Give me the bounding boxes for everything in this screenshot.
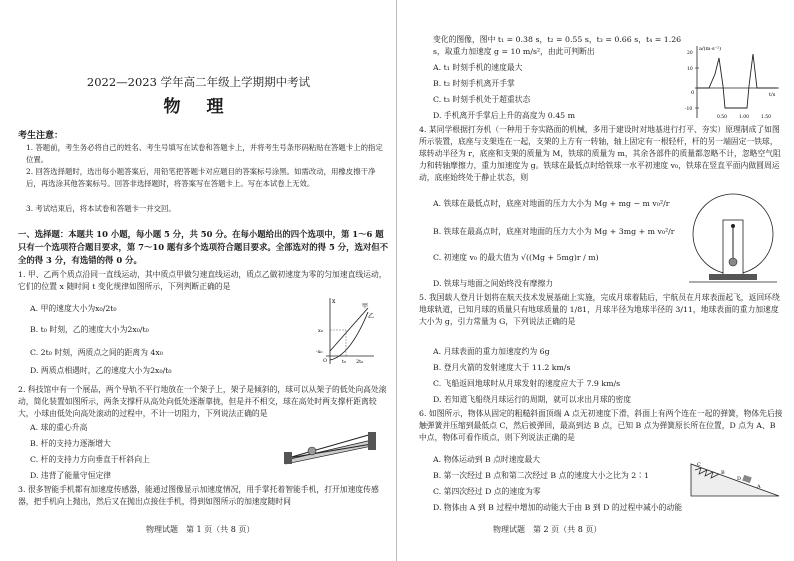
- notice-2: 2. 回答选择题时，选出每小题答案后，用铅笔把答题卡对应题目的答案标号涂黑。如需改动，用橡皮擦干净后，再选涂其他答案标号。回答非选择题时，将答案写在答题卡上。写在本试卷上无效。: [26, 167, 376, 188]
- footer-page-1: 物理试题 第 1 页（共 8 页）: [146, 525, 255, 534]
- q4-option-b: B. 铁球在最高点时，底座对地面的压力大小为 Mg + 3mg + m v₀²/r: [433, 227, 675, 236]
- q1-fig-label-neg-x0: -x₀: [316, 349, 323, 355]
- q3-option-c: C. t₃ 时刻手机处于超重状态: [433, 95, 531, 104]
- q1-fig-label-o: O: [323, 358, 328, 364]
- subject-title: 物 理: [163, 97, 234, 117]
- q4-option-c: C. 初速度 v₀ 的最大值为 √((Mg + 5mg)r / m): [433, 253, 599, 262]
- q5-option-c: C. 飞船返回地球时从月球发射的速度应大于 7.9 km/s: [433, 379, 621, 388]
- q1-fig-label-t0: t₀: [342, 359, 347, 365]
- q3-fig-label-t: t/s: [769, 92, 776, 98]
- q1-stem: 1. 甲、乙两个质点沿同一直线运动，其中质点甲做匀速直线运动，质点乙做初速度为零的匀加速直线运动，它们的位置 x 随时间 t 变化规律如图所示，下列判断正确的是: [18, 270, 387, 291]
- q5-stem: 5. 我国载人登月计划将在航天技术发展基础上实施，完成月球着陆后，宇航员在月球表面起飞，返回环绕地球轨道，已知月球的质量只有地球质量的 1/81，月球半径为地球半径的 3/11，地球表面的重力加速度大小为 g，引力常量为 G，下列说法正确的是: [419, 293, 780, 326]
- q4-option-d: D. 铁球与地面之间始终没有摩擦力: [433, 279, 554, 288]
- q1-fig-label-x: x: [332, 298, 336, 305]
- q3-fig-label-20: 20: [687, 51, 693, 56]
- q2-option-c: C. 杆的支持力方向垂直于杆斜向上: [30, 455, 150, 464]
- q3-stem: 3. 很多智能手机都有加速度传感器，能通过图像显示加速度情况，用手掌托着智能手机，打开加速度传感器，把手机向上抛出，然后又在抛出点接住手机，得到如图所示的加速度随时间: [18, 485, 379, 506]
- q3-fig-label-a: a/(m·s⁻²): [699, 46, 722, 52]
- q4-stem: 4. 某同学根据打夯机（一种用于夯实路面的机械，多用于建设时对地基进行打平、夯实）原理制成了如图所示装置，底座与支架连在一起，支架的上方有一转轴，轴上固定有一根轻杆，杆的另一端固定一铁球，球转动半径为 r，底座和支架的质量为 M，铁球的质量为 m，其余各部件的质量都忽略不计，忽略空气阻力和转轴摩擦力，重力加速度为 g。铁球在最低点时给铁球一水平初速度 v₀，铁球在竖直平面内做圆周运动，底座始终处于静止状态，则: [419, 125, 781, 182]
- right-page: [397, 0, 794, 561]
- q2-option-a: A. 球的重心升高: [30, 423, 88, 432]
- q3-fig-label-10: 10: [687, 67, 693, 72]
- footer-page-2: 物理试题 第 2 页（共 8 页）: [493, 525, 602, 534]
- q5-option-d: D. 若知道飞船绕月球运行的周期，就可以求出月球的密度: [433, 395, 632, 404]
- q4-rammer-figure: [685, 190, 781, 288]
- q3-fig-label-0: 0: [691, 90, 695, 96]
- q4-option-a: A. 铁球在最低点时，底座对地面的压力大小为 Mg + mg − m v₀²/r: [433, 199, 670, 208]
- q1-fig-label-x0: x₀: [318, 328, 323, 334]
- q2-option-b: B. 杆的支持力逐渐增大: [30, 439, 111, 448]
- q1-option-b: B. t₀ 时刻，乙的速度大小为2x₀/t₀: [30, 325, 149, 334]
- section-title: 一、选择题：本题共 10 小题，每小题 5 分，共 50 分。在每小题给出的四个选项中，第 1～6 题只有一个选项符合题目要求，第 7～10 题有多个选项符合题目要求。全部选对的得 5 分，选对但不全的得 3 分，有选错的得 0 分。: [18, 229, 388, 265]
- q1-option-c: C. 2t₀ 时刻，两质点之间的距离为 4x₀: [30, 348, 163, 357]
- q5-option-b: B. 登月火箭的发射速度大于 11.2 km/s: [433, 363, 571, 372]
- q3-option-d: D. 手机离开手掌后上升的高度为 0.45 m: [433, 111, 575, 120]
- q1-fig-label-2t0: 2t₀: [356, 359, 364, 365]
- notice-heading: 考生注意：: [18, 131, 64, 141]
- q1-xt-graph: [316, 296, 376, 366]
- q3-fig-label-100: 1.00: [739, 115, 750, 120]
- q6-option-a: A. 物体运动到 B 点时速度最大: [433, 455, 541, 464]
- q6-fig-label-c: C: [697, 462, 701, 468]
- q3-fig-label-neg10: -10: [685, 107, 693, 112]
- notice-3: 3. 考试结束后，将本试卷和答题卡一并交回。: [26, 204, 176, 213]
- q2-option-d: D. 违背了能量守恒定律: [30, 471, 112, 480]
- q2-incline-rails-figure: [282, 426, 378, 466]
- q3-option-a: A. t₁ 时刻手机的速度最大: [433, 63, 523, 72]
- q6-fig-label-d: D: [737, 476, 742, 482]
- q3-fig-label-050: 0.50: [717, 115, 728, 120]
- q6-option-b: B. 第一次经过 B 点和第二次经过 B 点的速度大小之比为 2∶1: [433, 471, 649, 480]
- q2-stem: 2. 科技馆中有一个展品，两个导轨不平行地放在一个架子上，架子是倾斜的，球可以从架子的低处向高处滚动，简化装置如图所示，两条支撑杆从高处向低处逐渐靠拢，但是并不相交，球在高处时两支撑杆距离较大，小球由低处向高处滚动的过程中，不计一切阻力，下列说法正确的是: [18, 385, 387, 418]
- q3-continued: 变化的图像，图中 t₁ = 0.38 s，t₂ = 0.55 s，t₃ = 0.66 s，t₄ = 1.26 s，取重力加速度 g = 10 m/s²，由此可判断出: [433, 35, 682, 56]
- q1-fig-label-yi: 乙: [368, 313, 375, 320]
- q1-option-d: D. 两质点相遇时，乙的速度大小为2x₀/t₀: [30, 366, 172, 375]
- q1-option-a: A. 甲的速度大小为x₀/2t₀: [30, 304, 117, 313]
- q6-fig-label-a: A: [757, 484, 761, 490]
- q6-option-d: D. 物体由 A 到 B 过程中增加的动能大于由 B 到 D 的过程中减小的动能: [433, 503, 683, 512]
- notice-1: 1. 答题前，考生务必将自己的姓名、考生号填写在试卷和答题卡上，并将考生号条形码粘贴在答题卡上的指定位置。: [26, 143, 383, 164]
- q6-option-c: C. 第四次经过 D 点的速度为零: [433, 487, 541, 496]
- q3-acceleration-graph: [685, 44, 781, 120]
- q6-fig-label-b: B: [721, 470, 725, 476]
- q6-incline-spring-figure: [687, 446, 783, 500]
- q6-stem: 6. 如图所示，物体从固定的粗糙斜面顶端 A 点无初速度下滑，斜面上有两个连在一起的弹簧，物体先后接触弹簧并压缩到最低点 C，然后被弹回，最高到达 B 点，已知 B 点为弹簧原长所在位置，D 点为 A、B 中点，物体可看作质点，则下列说法正确的是: [419, 409, 783, 442]
- exam-title: 2022—2023 学年高二年级上学期期中考试: [86, 75, 311, 89]
- q3-fig-label-150: 1.50: [761, 115, 772, 120]
- q5-option-a: A. 月球表面的重力加速度约为 6g: [433, 347, 550, 356]
- q1-fig-label-jia: 甲: [362, 303, 369, 310]
- q3-option-b: B. t₂ 时刻手机离开手掌: [433, 79, 515, 88]
